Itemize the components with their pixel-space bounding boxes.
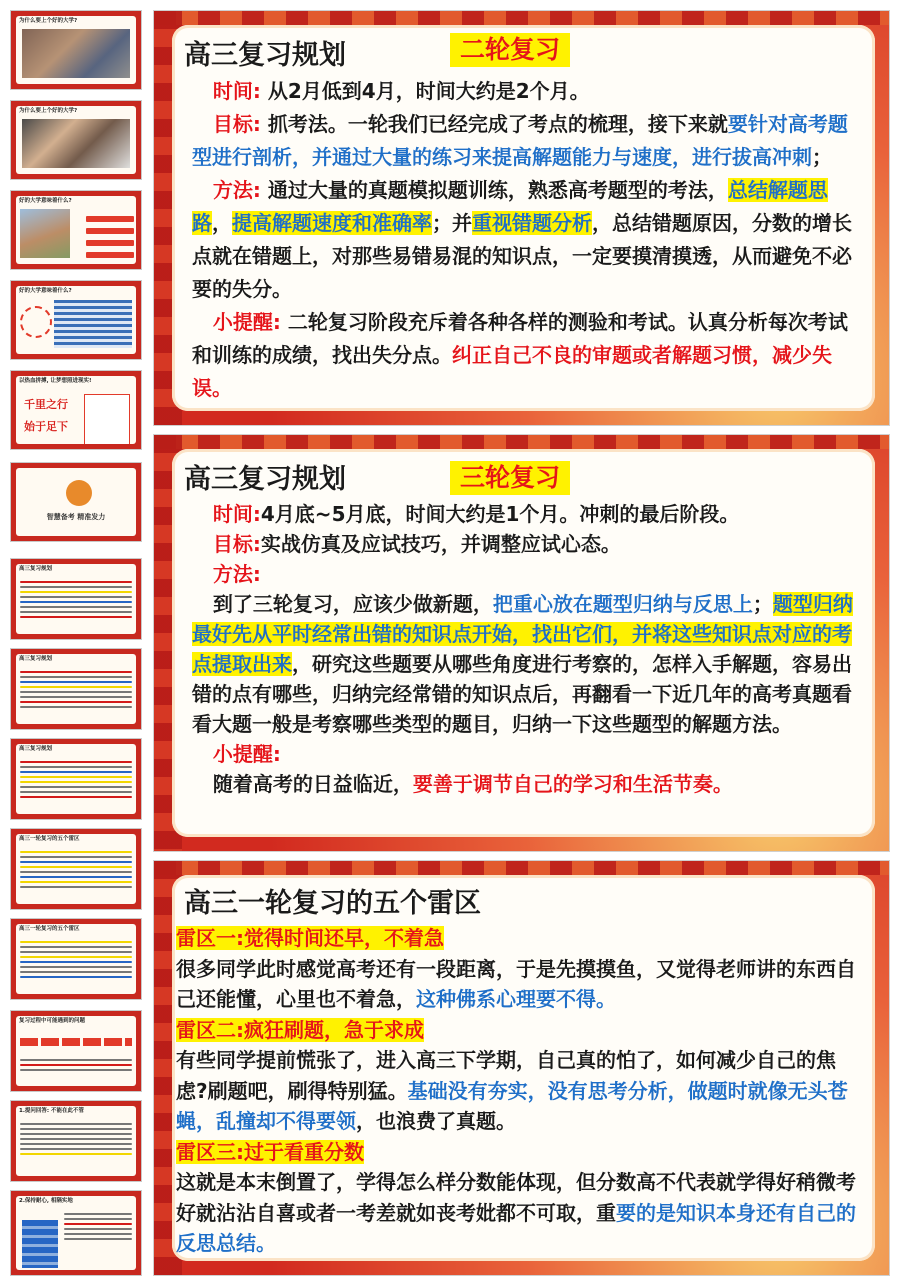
round-tag: 二轮复习 — [450, 33, 570, 67]
thumbnail-title: 高三一轮复习的五个雷区 — [19, 836, 80, 842]
tip-highlight: 要善于调节自己的学习和生活节奏。 — [412, 772, 733, 796]
thumbnail-bullet — [86, 228, 134, 234]
thumbnail-title: 高三复习规划 — [19, 566, 53, 572]
tip-paragraph — [192, 769, 853, 799]
slide-thumbnail-11[interactable] — [10, 918, 142, 1000]
thumbnail-title: 1.提问回答: 不能在此不管 — [19, 1108, 85, 1114]
method-text-2: ，研究这些题要从哪些角度进行考察的，怎样入手解题，容易出错的点有哪些，归纳完经常错的知识点后，再翻看一下近几年的高考真题看看大题一般是考察哪些类型的题目，归纳一下这些题型的解题方法。 — [192, 652, 852, 736]
slide-thumbnail-2[interactable] — [10, 100, 142, 180]
tip-label-paragraph — [192, 739, 853, 769]
slide-thumbnail-7[interactable] — [10, 558, 142, 640]
goal-label: 目标: — [212, 532, 261, 556]
slide-thumbnail-12[interactable] — [10, 1010, 142, 1092]
slide-title: 高三复习规划 — [184, 40, 346, 71]
tip-highlight: 纠正自己不良的审题或者解题习惯，减少失误。 — [192, 343, 832, 400]
thumbnail-books — [22, 1220, 58, 1268]
method-text: 到了三轮复习，应该少做新题， — [212, 592, 493, 616]
thumbnail-title: 为什么要上个好的大学? — [19, 108, 78, 114]
minefield-2-title: 雷区二:疯狂刷题，急于求成 — [176, 1017, 424, 1042]
thumbnail-photo — [22, 29, 130, 78]
thumbnail-card — [84, 394, 130, 444]
minefield-1-heading — [176, 923, 859, 954]
thumbnail-photo — [20, 209, 70, 258]
thumbnail-title: 好的大学意味着什么? — [19, 288, 72, 294]
minefield-3-heading — [176, 1137, 859, 1168]
tip-label: 小提醒: — [212, 310, 281, 334]
time-paragraph — [192, 499, 853, 529]
slide-thumbnail-5[interactable] — [10, 370, 142, 450]
thumbnail-title: 好的大学意味着什么? — [19, 198, 72, 204]
slide-title: 高三复习规划 — [184, 464, 346, 495]
slide-body — [192, 499, 853, 799]
method-paragraph — [192, 174, 853, 306]
goal-end: ； — [812, 145, 832, 169]
method-separator: ， — [212, 211, 232, 235]
time-paragraph — [192, 75, 853, 108]
thumbnail-big-text-2: 始于足下 — [24, 420, 68, 433]
slide-body — [176, 923, 859, 1259]
minefield-2-highlight: 基础没有夯实，没有思考分析，做题时就像无头苍蝇，乱撞却不得要领 — [176, 1078, 848, 1133]
method-separator: ；并 — [432, 211, 472, 235]
tip-text: 二轮复习阶段充斥着各种各样的测验和考试。认真分析每次考试和训练的成绩，找出失分点。 — [192, 310, 848, 367]
time-label: 时间: — [212, 79, 261, 103]
minefield-2-heading — [176, 1015, 859, 1046]
thumbnail-bullet — [86, 252, 134, 258]
method-highlight-2: 提高解题速度和准确率 — [232, 211, 432, 235]
slide-thumbnail-6[interactable] — [10, 462, 142, 542]
method-label: 方法: — [212, 562, 261, 586]
slide-thumbnail-3[interactable] — [10, 190, 142, 270]
goal-text: 实战仿真及应试技巧，并调整应试心态。 — [260, 532, 621, 556]
slide-second-round-review — [153, 10, 890, 426]
tip-paragraph — [192, 306, 853, 405]
slide-title: 高三一轮复习的五个雷区 — [184, 888, 481, 919]
time-label: 时间: — [212, 502, 261, 526]
thumbnail-big-text-1: 千里之行 — [24, 398, 68, 411]
slide-thumbnail-sidebar — [0, 0, 150, 1286]
minefield-3-title: 雷区三:过于看重分数 — [176, 1139, 364, 1164]
thumbnail-title: 为什么要上个好的大学? — [19, 18, 78, 24]
thumbnail-bullet — [86, 240, 134, 246]
minefield-1-text: 很多同学此时感觉高考还有一段距离，于是先摸摸鱼，又觉得老师讲的东西自己还能懂，心里也不着急， — [176, 956, 856, 1011]
thumbnail-title: 以热血拼搏, 让梦想照进现实! — [19, 378, 92, 384]
thumbnail-title: 高三一轮复习的五个雷区 — [19, 926, 80, 932]
slide-third-round-review — [153, 434, 890, 852]
method-highlight-yellow: 题型归纳最好先从平时经常出错的知识点开始，找出它们，并将这些知识点对应的考点提取出来 — [192, 592, 853, 676]
minefield-2-paragraph — [176, 1045, 859, 1137]
time-text: 从2月低到4月，时间大约是2个月。 — [267, 79, 590, 103]
method-label: 方法: — [212, 178, 261, 202]
tip-label: 小提醒: — [212, 742, 281, 766]
minefield-1-highlight: 这种佛系心理要不得。 — [416, 987, 616, 1011]
thumbnail-table — [54, 300, 132, 348]
method-highlight-1: 总结解题思路 — [192, 178, 828, 235]
method-text-2: ，总结错题原因，分数的增长点就在错题上，对那些易错易混的知识点，一定要摸清摸透，从而避免不必要的失分。 — [192, 211, 852, 301]
thumbnail-title: 复习过程中可能遇到的问题 — [19, 1018, 86, 1024]
thumbnail-bullet — [86, 216, 134, 222]
minefield-3-highlight: 要的是知识本身还有自己的反思总结。 — [176, 1200, 856, 1255]
slide-thumbnail-13[interactable] — [10, 1100, 142, 1182]
thumbnail-tabs — [20, 1038, 132, 1046]
thumbnail-badge-circle — [20, 306, 52, 338]
slide-thumbnail-1[interactable] — [10, 10, 142, 90]
minefield-2-end: ，也浪费了真题。 — [356, 1109, 516, 1133]
flower-icon — [66, 480, 92, 506]
minefield-3-paragraph — [176, 1167, 859, 1259]
slide-body — [192, 75, 853, 405]
slide-thumbnail-8[interactable] — [10, 648, 142, 730]
thumbnail-caption: 智慧备考 精准发力 — [46, 513, 106, 521]
slide-thumbnail-14[interactable] — [10, 1190, 142, 1276]
goal-highlight: 要针对高考题型进行剖析，并通过大量的练习来提高解题能力与速度，进行拔高冲刺 — [192, 112, 848, 169]
method-highlight-3: 重视错题分析 — [472, 211, 592, 235]
method-highlight-blue: 把重心放在题型归纳与反思上 — [492, 592, 753, 616]
minefield-2-text: 有些同学提前慌张了，进入高三下学期，自己真的怕了，如何减少自己的焦虑?刷题吧，刷得特别猛。 — [176, 1048, 836, 1103]
tip-text: 随着高考的日益临近， — [212, 772, 413, 796]
slide-thumbnail-10[interactable] — [10, 828, 142, 910]
thumbnail-title: 2.保持耐心, 相隔实地 — [19, 1198, 73, 1204]
slide-thumbnail-9[interactable] — [10, 738, 142, 820]
minefield-1-paragraph — [176, 954, 859, 1015]
goal-label: 目标: — [212, 112, 261, 136]
minefield-3-text: 这就是本末倒置了，学得怎么样分数能体现，但分数高不代表就学得好稍微考好就沾沾自喜或者一考差就如丧考妣都不可取，重 — [176, 1170, 856, 1225]
thumbnail-title: 高三复习规划 — [19, 746, 53, 752]
minefield-1-title: 雷区一:觉得时间还早，不着急 — [176, 926, 444, 950]
slide-five-minefields — [153, 860, 890, 1276]
method-paragraph — [192, 589, 853, 739]
goal-text: 抓考法。一轮我们已经完成了考点的梳理，接下来就 — [267, 112, 728, 136]
round-tag: 三轮复习 — [450, 461, 570, 495]
method-separator: ； — [752, 592, 773, 616]
thumbnail-photo — [22, 119, 130, 168]
goal-paragraph — [192, 529, 853, 559]
time-text: 4月底~5月底，时间大约是1个月。冲刺的最后阶段。 — [260, 502, 740, 526]
slide-thumbnail-4[interactable] — [10, 280, 142, 360]
goal-paragraph — [192, 108, 853, 174]
method-text: 通过大量的真题模拟题训练，熟悉高考题型的考法， — [267, 178, 728, 202]
thumbnail-title: 高三复习规划 — [19, 656, 53, 662]
method-label-paragraph — [192, 559, 853, 589]
